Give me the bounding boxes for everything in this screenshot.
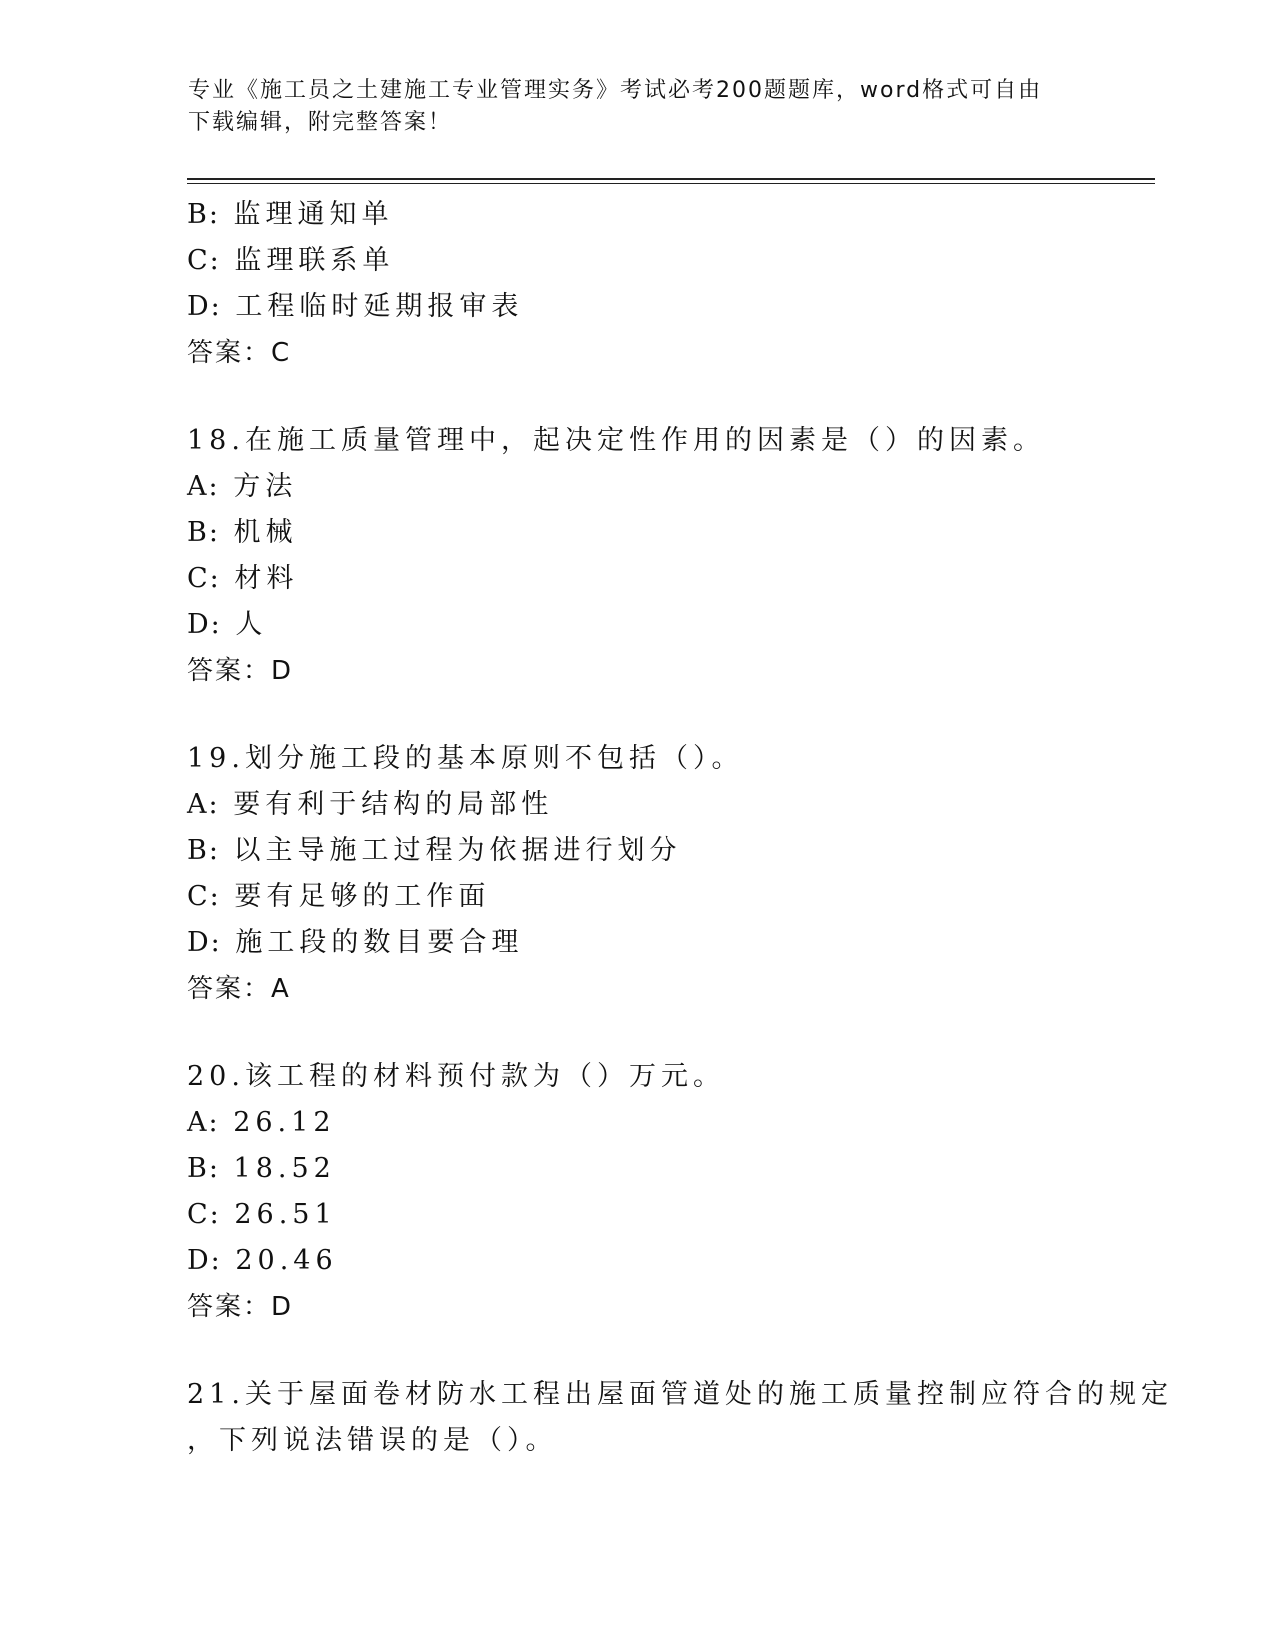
option-key: A: (187, 1107, 220, 1138)
question-text: 19.划分施工段的基本原则不包括（）。 (187, 743, 744, 774)
option-a (187, 782, 1087, 828)
option-text: 机械 (233, 517, 298, 548)
option-a (187, 464, 1087, 510)
option-text: 监理联系单 (234, 245, 395, 276)
option-a (187, 1100, 1087, 1146)
option-key: C: (187, 881, 221, 912)
header-line-1: 专业《施工员之土建施工专业管理实务》考试必考200题题库，word格式可自由 (188, 78, 1043, 103)
page-header (188, 75, 1068, 139)
option-text: 26.12 (233, 1107, 336, 1138)
option-d (187, 602, 1087, 648)
question-text: 20.该工程的材料预付款为（）万元。 (187, 1061, 725, 1092)
option-key: C: (187, 245, 221, 276)
question-text-line-2: ，下列说法错误的是（）。 (187, 1425, 558, 1456)
option-c (187, 1192, 1087, 1238)
option-key: B: (187, 199, 220, 230)
option-text: 20.46 (235, 1245, 338, 1276)
question-19-block (187, 736, 1087, 1012)
option-b (187, 1146, 1087, 1192)
option-key: D: (187, 1245, 222, 1276)
spacer (187, 1012, 1087, 1054)
option-text: 工程临时延期报审表 (235, 291, 524, 322)
question-20-block (187, 1054, 1087, 1330)
option-key: C: (187, 563, 221, 594)
answer-line: 答案：D (187, 656, 294, 686)
option-text: 施工段的数目要合理 (235, 927, 524, 958)
option-d (187, 1238, 1087, 1284)
option-text: 材料 (234, 563, 299, 594)
option-b (187, 510, 1087, 556)
option-b (187, 192, 1087, 238)
spacer (187, 694, 1087, 736)
option-key: C: (187, 1199, 221, 1230)
answer-line: 答案：C (187, 338, 292, 368)
option-b (187, 828, 1087, 874)
option-d (187, 284, 1087, 330)
option-c (187, 556, 1087, 602)
spacer (187, 376, 1087, 418)
spacer (187, 1330, 1087, 1372)
option-key: A: (187, 471, 220, 502)
option-c (187, 874, 1087, 920)
option-text: 26.51 (234, 1199, 337, 1230)
header-divider-thin (187, 183, 1155, 184)
question-18-block (187, 418, 1087, 694)
header-line-2: 下载编辑，附完整答案！ (188, 110, 453, 135)
question-21-block (187, 1372, 1173, 1464)
answer-line: 答案：A (187, 974, 291, 1004)
answer-line: 答案：D (187, 1292, 294, 1322)
option-key: B: (187, 1153, 220, 1184)
option-text: 方法 (233, 471, 298, 502)
option-key: B: (187, 517, 220, 548)
question-text: 18.在施工质量管理中，起决定性作用的因素是（）的因素。 (187, 425, 1045, 456)
option-key: D: (187, 291, 222, 322)
question-17-block (187, 192, 1087, 376)
option-key: B: (187, 835, 220, 866)
option-text: 要有利于结构的局部性 (233, 789, 554, 820)
option-key: D: (187, 927, 222, 958)
option-key: D: (187, 609, 222, 640)
question-list (187, 192, 1173, 1464)
option-d (187, 920, 1087, 966)
option-text: 监理通知单 (233, 199, 394, 230)
question-text-line-1: 21.关于屋面卷材防水工程出屋面管道处的施工质量控制应符合的规定 (187, 1379, 1173, 1410)
header-divider-thick (187, 178, 1155, 180)
option-text: 18.52 (233, 1153, 336, 1184)
option-c (187, 238, 1087, 284)
option-text: 要有足够的工作面 (234, 881, 491, 912)
option-text: 以主导施工过程为依据进行划分 (233, 835, 682, 866)
option-text: 人 (235, 609, 268, 640)
option-key: A: (187, 789, 220, 820)
